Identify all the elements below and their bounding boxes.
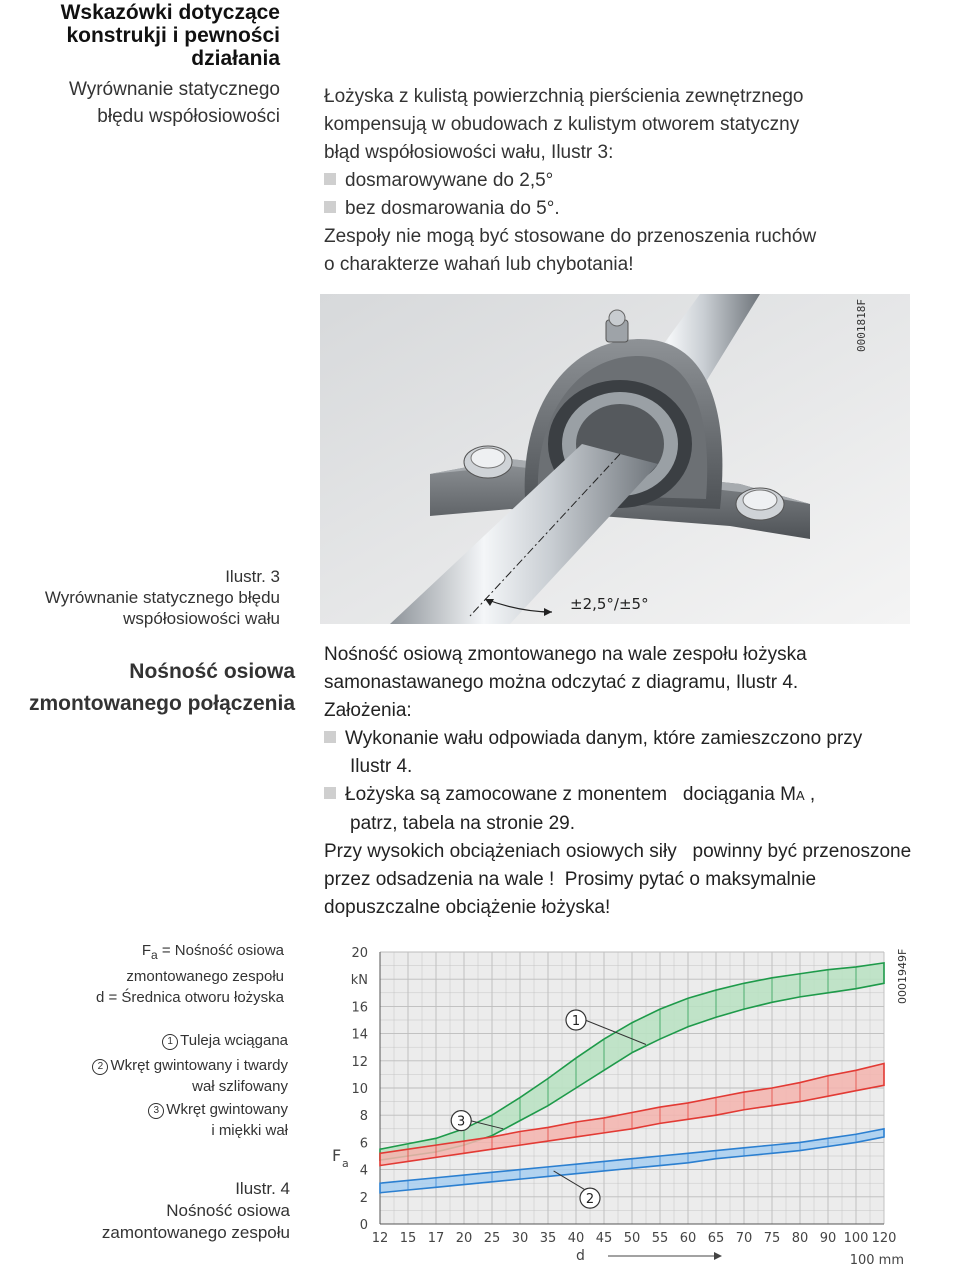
y-tick-label: 6 <box>359 1136 368 1152</box>
y-axis <box>351 946 368 1233</box>
x-tick-label: 65 <box>707 1231 725 1246</box>
x-tick-label: 20 <box>455 1231 473 1246</box>
x-tick-label: 75 <box>763 1231 781 1246</box>
x-tick-label: 100 <box>843 1231 869 1246</box>
x-tick-label: 50 <box>623 1231 641 1246</box>
x-axis-arrowhead <box>714 1252 722 1260</box>
callout-label-2: 2 <box>585 1192 595 1208</box>
y-tick-label: 20 <box>351 946 368 961</box>
y-axis-label-sub: a <box>342 1157 349 1170</box>
y-tick-label: 14 <box>351 1027 368 1043</box>
x-unit-label: 100 mm <box>849 1253 904 1268</box>
y-tick-label: 0 <box>359 1218 368 1233</box>
bearing-drawing <box>320 294 910 624</box>
section2-text: Nośność osiową zmontowanego na wale zespołu łożyska samonastawanego można odczytać z diagramu, Ilustr 4. Założenia: Wykonanie wału odpowiada danym, które zamieszczono przy Ilustr 4. Łożyska są zamocowane z monentem dociągania MA , patrz, tabela na stronie 29. Przy wysokich obciążeniach osiowych siły powinny być przenoszone przez odsadzenia na wale ! Prosimy pytać o maksymalnie dopuszczalne obciążenie łożyska! <box>324 641 960 922</box>
figure3-caption: Ilustr. 3 Wyrównanie statycznego błędu współosiowości wału <box>44 567 280 628</box>
load-capacity-chart <box>324 940 916 1268</box>
x-tick-label: 80 <box>791 1231 809 1246</box>
bullet-square-icon <box>324 201 336 213</box>
bullet-square-icon <box>324 787 336 799</box>
figure3-code: 0001818F <box>855 299 868 352</box>
x-tick-label: 15 <box>399 1231 417 1246</box>
chart-legend: 1 Tuleja wciągana 2 Wkręt gwintowany i twardy wał szlifowany 3 Wkręt gwintowany i miękki wał <box>8 1030 288 1141</box>
y-tick-label: 2 <box>359 1190 368 1206</box>
angle-label: ±2,5°/±5° <box>570 595 649 613</box>
y-tick-label: 12 <box>351 1054 368 1070</box>
callout-label-3: 3 <box>457 1114 466 1130</box>
symbol-definitions: $F_a$ = Nośność osiowa zmontowanego zespołu d = Średnica otworu łożyska <box>95 942 284 1006</box>
sidebar-subheading: Wyrównanie statycznego błędu współosiowości <box>68 79 280 127</box>
bullet-item: Wykonanie wału odpowiada danym, które zamieszczono przy <box>324 725 960 753</box>
bullet-item: Łożyska są zamocowane z monentem dociągania MA , <box>324 781 960 810</box>
x-tick-label: 60 <box>679 1231 697 1246</box>
bullet-square-icon <box>324 173 336 185</box>
x-axis <box>372 1231 897 1246</box>
bullet-item: dosmarowywane do 2,5° <box>324 167 944 195</box>
x-tick-label: 35 <box>539 1231 557 1246</box>
callout-label-1: 1 <box>571 1014 581 1029</box>
figure4-code: 0001949F <box>896 948 909 1004</box>
y-tick-label: 16 <box>351 1000 368 1016</box>
x-tick-label: 12 <box>371 1231 389 1246</box>
legend-item-3: 3 Wkręt gwintowany <box>8 1099 288 1120</box>
x-axis-label: d <box>576 1248 585 1264</box>
bullet-item: bez dosmarowania do 5°. <box>324 195 944 223</box>
legend-item-2: 2 Wkręt gwintowany i twardy <box>8 1055 288 1076</box>
sidebar-heading: Wskazówki dotyczące konstrukji i pewności działania <box>60 1 280 70</box>
y-unit-label: kN <box>350 973 368 989</box>
x-tick-label: 30 <box>511 1231 529 1246</box>
y-axis-label: F <box>332 1146 342 1165</box>
bullet-square-icon <box>324 731 336 743</box>
x-tick-label: 25 <box>483 1231 501 1246</box>
x-tick-label: 90 <box>819 1231 837 1246</box>
section2-heading: Nośność osiowa zmontowanego połączenia <box>28 660 295 715</box>
x-tick-label: 120 <box>871 1231 897 1246</box>
y-tick-label: 10 <box>351 1082 368 1097</box>
legend-item-1: 1 Tuleja wciągana <box>8 1030 288 1051</box>
x-tick-label: 70 <box>735 1231 753 1246</box>
y-tick-label: 4 <box>359 1163 368 1179</box>
x-tick-label: 55 <box>651 1231 669 1246</box>
x-tick-label: 40 <box>567 1231 585 1246</box>
x-tick-label: 45 <box>595 1231 613 1246</box>
x-tick-label: 17 <box>427 1231 445 1246</box>
y-tick-label: 8 <box>359 1109 368 1125</box>
figure3-bearing-illustration <box>320 294 910 624</box>
figure4-chart <box>324 940 916 1268</box>
section1-text: Łożyska z kulistą powierzchnią pierścienia zewnętrznego kompensują w obudowach z kulistym otworem statyczny błąd współosiowości wału, Ilustr 3: dosmarowywane do 2,5° bez dosmarowania do 5°. Zespoły nie mogą być stosowane do przenoszenia ruchów o charakterze wahań lub chybotania! <box>324 83 944 279</box>
figure4-caption: Ilustr. 4 Nośność osiowa zamontowanego zespołu <box>101 1179 290 1242</box>
